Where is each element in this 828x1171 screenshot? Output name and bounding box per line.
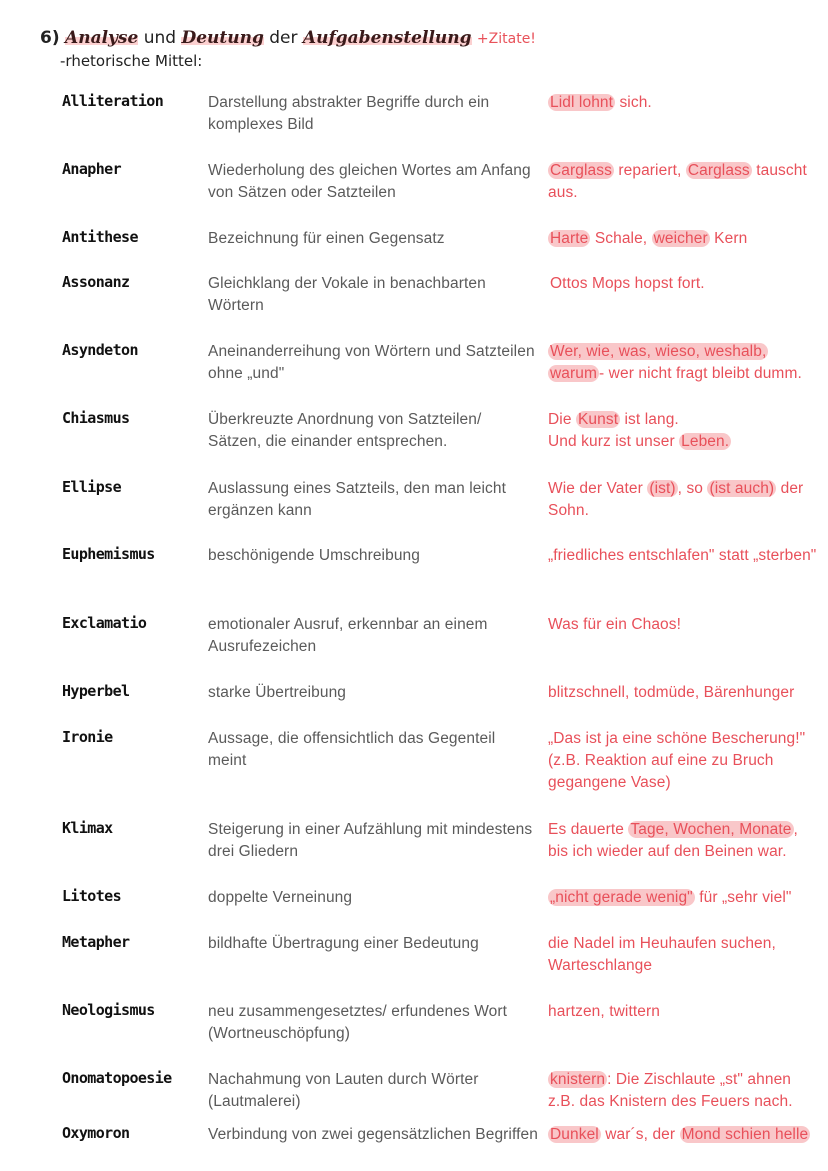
example-text: Wie der Vater xyxy=(548,480,648,497)
highlight: Lidl lohnt xyxy=(550,94,614,111)
section-heading xyxy=(40,28,536,48)
example xyxy=(548,92,820,114)
example: hartzen, twittern xyxy=(548,1003,660,1020)
example-text: Und kurz ist unser xyxy=(548,433,680,450)
term: Neologismus xyxy=(62,1001,155,1019)
example-text: tauscht aus. xyxy=(548,162,807,201)
example: Was für ein Chaos! xyxy=(548,616,682,633)
section-number: 6) xyxy=(40,28,60,48)
highlight: Ottos Mops hopst fort. xyxy=(550,275,705,292)
example-text: für „sehr viel" xyxy=(694,889,792,906)
term: Litotes xyxy=(62,887,122,905)
term: Euphemismus xyxy=(62,545,155,563)
highlight: Kunst xyxy=(577,411,619,428)
term: Klimax xyxy=(62,819,113,837)
example-text: Es dauerte xyxy=(548,821,629,838)
example-text: Schale, xyxy=(590,230,652,247)
highlight: Harte xyxy=(550,230,589,247)
example-text: : Die Zischlaute „st" ahnen z.B. das Knistern des Feuers nach. xyxy=(548,1071,793,1110)
example-text: sich. xyxy=(615,94,652,111)
term: Metapher xyxy=(62,933,130,951)
highlight: Dunkel xyxy=(550,1126,599,1143)
highlight: knistern xyxy=(550,1071,606,1088)
example: „Das ist ja eine schöne Bescherung!" (z.B. Reaktion auf eine zu Bruch gegangene Vase) xyxy=(548,730,806,791)
example xyxy=(548,160,820,204)
highlight: Carglass xyxy=(687,162,750,179)
definition: Gleichklang der Vokale in benachbarten Wörtern xyxy=(208,275,486,314)
definition: Aussage, die offensichtlich das Gegenteil meint xyxy=(208,730,496,769)
highlight: Carglass xyxy=(550,162,612,179)
example-text: , bis ich wieder auf den Beinen war. xyxy=(548,821,798,860)
example xyxy=(548,273,820,295)
term: Asyndeton xyxy=(62,341,138,359)
example xyxy=(548,887,820,909)
definition: Darstellung abstrakter Begriffe durch ein komplexes Bild xyxy=(208,94,490,133)
example-text: der Sohn. xyxy=(548,480,804,519)
example xyxy=(548,1124,820,1146)
term: Assonanz xyxy=(62,273,130,291)
heading-word-und: und xyxy=(143,28,177,48)
term: Ellipse xyxy=(62,478,122,496)
subheading: -rhetorische Mittel: xyxy=(60,52,203,70)
example: blitzschnell, todmüde, Bärenhunger xyxy=(548,684,795,701)
example xyxy=(548,819,820,863)
example xyxy=(548,1069,820,1113)
definition: bildhafte Übertragung einer Bedeutung xyxy=(208,935,479,952)
definition: Überkreuzte Anordnung von Satzteilen/ Sätzen, die einander entsprechen. xyxy=(208,411,482,450)
highlight: weicher xyxy=(653,230,708,247)
term: Anapher xyxy=(62,160,122,178)
definition: beschönigende Umschreibung xyxy=(208,547,420,564)
highlight: Leben. xyxy=(681,433,730,450)
highlight: (ist auch) xyxy=(709,480,775,497)
term: Hyperbel xyxy=(62,682,130,700)
example-text: - wer nicht fragt bleibt dumm. xyxy=(599,365,802,382)
definition: emotionaler Ausruf, erkennbar an einem Ausrufezeichen xyxy=(208,616,488,655)
example xyxy=(548,478,820,522)
example-text: war´s, der xyxy=(600,1126,680,1143)
term: Chiasmus xyxy=(62,409,130,427)
term: Oxymoron xyxy=(62,1124,130,1142)
term: Exclamatio xyxy=(62,614,147,632)
example-text: repariert, xyxy=(613,162,686,179)
heading-word-analyse: Analyse xyxy=(65,28,139,48)
definition: Auslassung eines Satzteils, den man leicht ergänzen kann xyxy=(208,480,507,519)
heading-word-der: der xyxy=(269,28,298,48)
definition: Nachahmung von Lauten durch Wörter (Lautmalerei) xyxy=(208,1071,479,1110)
highlight: Wer, wie, was, wieso, weshalb, xyxy=(550,343,767,360)
definition: Steigerung in einer Aufzählung mit mindestens drei Gliedern xyxy=(208,821,533,860)
example-text: Kern xyxy=(709,230,748,247)
definition: Bezeichnung für einen Gegensatz xyxy=(208,230,445,247)
term: Ironie xyxy=(62,728,113,746)
heading-word-deutung: Deutung xyxy=(181,28,264,48)
definition: starke Übertreibung xyxy=(208,684,347,701)
term: Onomatopoesie xyxy=(62,1069,172,1087)
highlight: warum xyxy=(550,365,598,382)
definition: neu zusammengesetztes/ erfundenes Wort (Wortneuschöpfung) xyxy=(208,1003,508,1042)
example: „friedliches entschlafen" statt „sterben" xyxy=(548,547,817,564)
highlight: „nicht gerade wenig" xyxy=(550,889,693,906)
definition: Aneinanderreihung von Wörtern und Satzteilen ohne „und" xyxy=(208,343,535,382)
example-text: Die xyxy=(548,411,576,428)
example-text: ist lang. xyxy=(620,411,679,428)
heading-zitate-note: +Zitate! xyxy=(476,31,536,47)
definition: Wiederholung des gleichen Wortes am Anfang von Sätzen oder Satzteilen xyxy=(208,162,531,201)
example: die Nadel im Heuhaufen suchen, Warteschlange xyxy=(548,935,776,974)
highlight: Tage, Wochen, Monate xyxy=(630,821,792,838)
definition: Verbindung von zwei gegensätzlichen Begriffen xyxy=(208,1126,538,1143)
heading-word-aufgabenstellung: Aufgabenstellung xyxy=(302,28,472,48)
term: Antithese xyxy=(62,228,138,246)
example xyxy=(548,341,820,385)
highlight: (ist) xyxy=(649,480,676,497)
highlight: Mond schien helle xyxy=(681,1126,809,1143)
example xyxy=(548,409,820,453)
definition: doppelte Verneinung xyxy=(208,889,353,906)
term: Alliteration xyxy=(62,92,164,110)
example-text: , so xyxy=(677,480,708,497)
example xyxy=(548,228,820,250)
